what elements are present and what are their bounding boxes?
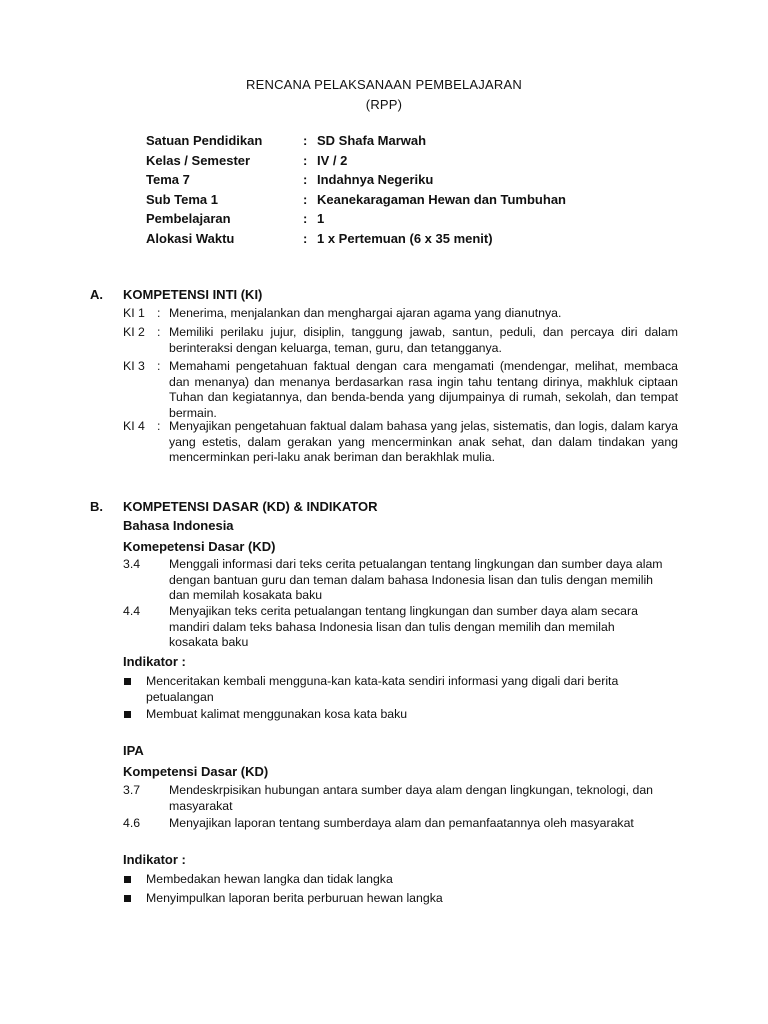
identity-label: Satuan Pendidikan — [146, 133, 263, 148]
bullet-square-icon — [124, 711, 131, 718]
kd-number: 3.7 — [123, 783, 141, 797]
ki-code: KI 3 — [123, 359, 145, 373]
section-b-letter: B. — [90, 499, 103, 514]
ki-text: Menyajikan pengetahuan faktual dalam bahasa yang jelas, sistematis, dan logis, dalam karya yang estetis, dalam gerakan yang mencerminkan anak sehat, dan dalam tindakan yang mencerminkan peri-laku anak beriman dan berakhlak mulia. — [169, 419, 678, 464]
indikator-item — [123, 674, 663, 705]
indikator-text: Menceritakan kembali mengguna-kan kata-kata sendiri informasi yang digali dari berita petualangan — [146, 674, 619, 704]
ki-colon: : — [157, 325, 161, 339]
subject-heading-ipa: IPA — [123, 743, 144, 758]
kd-number: 4.4 — [123, 604, 141, 618]
ki-colon: : — [157, 419, 161, 433]
kd-text: Menyajikan teks cerita petualangan tentang lingkungan dan sumber daya alam secara mandiri dalam teks bahasa Indonesia lisan dan tulis dengan memilih dan memilah kosakata baku — [169, 604, 638, 649]
identity-value: Keanekaragaman Hewan dan Tumbuhan — [317, 191, 566, 207]
identity-colon: : — [303, 133, 308, 148]
ki-text: Memahami pengetahuan faktual dengan cara mengamati (mendengar, melihat, membaca dan menanya) dan menanya berdasarkan rasa ingin tahu tentang dirinya, makhluk ciptaan Tuhan dan kegiatannya, dan benda-benda yang dijumpainya di rumah, sekolah, dan tempat bermain. — [169, 359, 678, 420]
ki-text: Memiliki perilaku jujur, disiplin, tanggung jawab, santun, peduli, dan percaya diri dalam berinteraksi dengan keluarga, teman, guru, dan tetangganya. — [169, 325, 678, 355]
kd-heading-ipa: Kompetensi Dasar (KD) — [123, 764, 269, 779]
ki-code: KI 2 — [123, 325, 145, 339]
identity-value: IV / 2 — [317, 152, 348, 168]
bullet-square-icon — [124, 678, 131, 685]
kd-text: Menyajikan laporan tentang sumberdaya alam dan pemanfaatannya oleh masyarakat — [169, 816, 634, 830]
document-subtitle: (RPP) — [365, 97, 403, 112]
indikator-heading-ipa: Indikator : — [123, 852, 186, 867]
ki-text: Menerima, menjalankan dan menghargai ajaran agama yang dianutnya. — [169, 306, 562, 320]
indikator-text: Menyimpulkan laporan berita perburuan hewan langka — [146, 891, 443, 905]
indikator-item — [123, 707, 663, 723]
indikator-text: Membedakan hewan langka dan tidak langka — [146, 872, 393, 886]
indikator-heading-bahasa: Indikator : — [123, 654, 186, 669]
ki-item — [123, 325, 678, 356]
ki-item — [123, 359, 678, 421]
identity-label: Sub Tema 1 — [146, 191, 219, 207]
ki-colon: : — [157, 306, 161, 320]
kd-item — [123, 557, 663, 604]
kd-item — [123, 816, 663, 832]
bullet-square-icon — [124, 876, 131, 883]
ki-code: KI 4 — [123, 419, 145, 433]
kd-heading-bahasa: Komepetensi Dasar (KD) — [123, 539, 276, 554]
identity-value: SD Shafa Marwah — [317, 133, 427, 148]
section-a-letter: A. — [90, 287, 103, 302]
identity-value: 1 x Pertemuan (6 x 35 menit) — [317, 230, 493, 246]
identity-label: Alokasi Waktu — [146, 230, 235, 246]
kd-text: Menggali informasi dari teks cerita petualangan tentang lingkungan dan sumber daya alam dengan bantuan guru dan teman dalam bahasa Indonesia lisan dan tulis dengan memilih dan memilah kosakata baku — [169, 557, 663, 602]
identity-value: Indahnya Negeriku — [317, 172, 434, 187]
ki-code: KI 1 — [123, 306, 145, 320]
identity-label: Pembelajaran — [146, 211, 231, 226]
kd-item — [123, 604, 663, 651]
indikator-item — [123, 872, 663, 888]
identity-colon: : — [303, 152, 308, 168]
kd-text: Mendeskrpisikan hubungan antara sumber daya alam dengan lingkungan, teknologi, dan masyarakat — [169, 783, 654, 813]
identity-colon: : — [303, 230, 308, 246]
section-a-title: KOMPETENSI INTI (KI) — [123, 287, 263, 302]
subject-heading-bahasa: Bahasa Indonesia — [123, 518, 234, 533]
ki-item — [123, 419, 678, 466]
ki-item — [123, 306, 678, 322]
kd-number: 4.6 — [123, 816, 141, 830]
indikator-text: Membuat kalimat menggunakan kosa kata baku — [146, 707, 408, 721]
identity-value: 1 — [317, 211, 325, 226]
document-title: RENCANA PELAKSANAAN PEMBELAJARAN — [246, 77, 522, 92]
indikator-item — [123, 891, 663, 907]
identity-label: Kelas / Semester — [146, 152, 251, 168]
section-b-title: KOMPETENSI DASAR (KD) & INDIKATOR — [123, 499, 378, 514]
kd-number: 3.4 — [123, 557, 141, 571]
identity-label: Tema 7 — [146, 172, 190, 187]
identity-colon: : — [303, 211, 308, 226]
identity-colon: : — [303, 191, 308, 207]
kd-item — [123, 783, 663, 814]
bullet-square-icon — [124, 895, 131, 902]
ki-colon: : — [157, 359, 161, 373]
identity-colon: : — [303, 172, 308, 187]
